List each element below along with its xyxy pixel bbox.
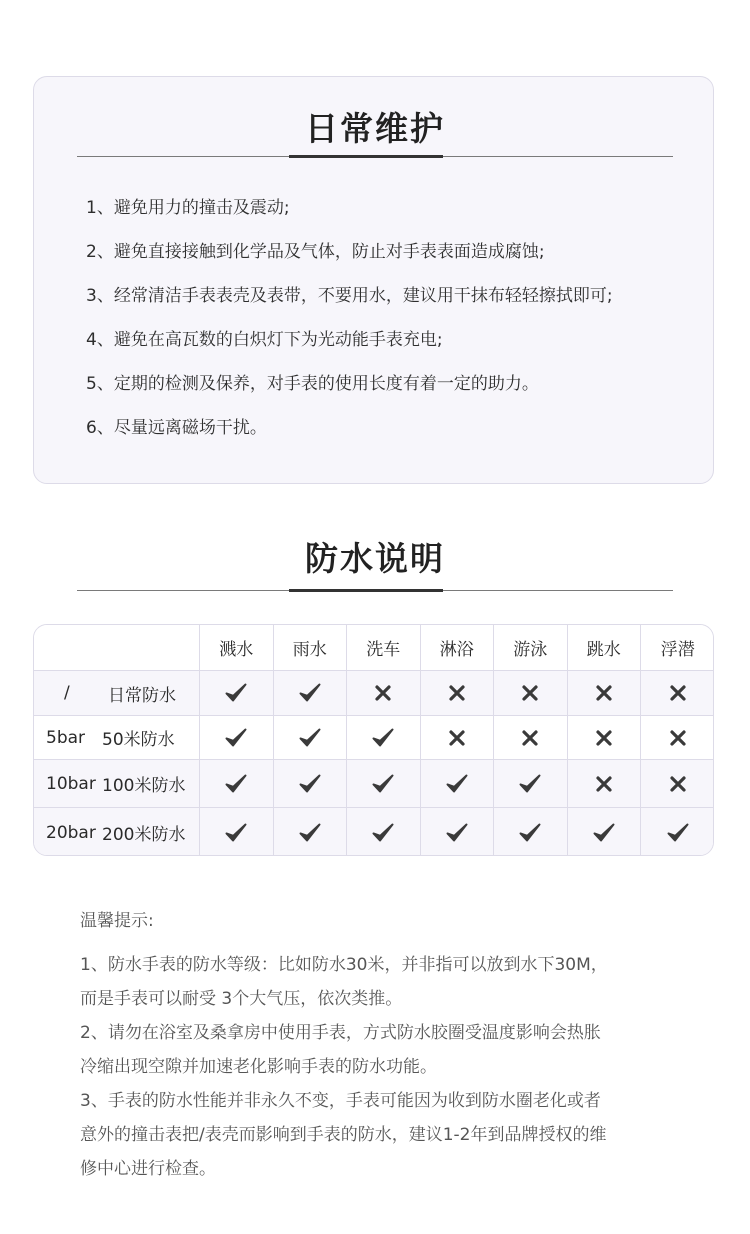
check-icon bbox=[371, 772, 395, 796]
care-item: 3、经常清洁手表表壳及表带，不要用水，建议用干抹布轻轻擦拭即可; bbox=[86, 286, 613, 306]
table-row bbox=[34, 716, 714, 760]
tips-line: 修中心进行检查。 bbox=[80, 1159, 216, 1179]
mark-cell bbox=[421, 760, 495, 807]
row-label bbox=[34, 716, 200, 759]
care-item: 5、定期的检测及保养，对手表的使用长度有着一定的助力。 bbox=[86, 374, 539, 394]
mark-cell bbox=[494, 760, 568, 807]
row-grade: 10bar bbox=[46, 773, 96, 794]
mark-cell bbox=[568, 760, 642, 807]
care-item: 2、避免直接接触到化学品及气体，防止对手表表面造成腐蚀; bbox=[86, 242, 545, 262]
mark-cell bbox=[494, 808, 568, 856]
waterproof-title: 防水说明 bbox=[305, 539, 445, 578]
table-header-row bbox=[34, 625, 714, 671]
row-depth: 200米防水 bbox=[102, 825, 186, 845]
table-row bbox=[34, 760, 714, 808]
mark-cell bbox=[421, 671, 495, 715]
cross-icon bbox=[666, 681, 690, 705]
check-icon bbox=[298, 726, 322, 750]
mark-cell bbox=[200, 671, 274, 715]
mark-cell bbox=[347, 808, 421, 856]
row-depth: 50米防水 bbox=[102, 730, 175, 750]
mark-cell bbox=[274, 808, 348, 856]
mark-cell bbox=[200, 808, 274, 856]
table-row bbox=[34, 671, 714, 716]
cross-icon bbox=[518, 726, 542, 750]
care-item: 4、避免在高瓦数的白炽灯下为光动能手表充电; bbox=[86, 330, 443, 350]
row-depth: 100米防水 bbox=[102, 776, 186, 796]
tips-section bbox=[80, 906, 690, 1186]
row-label bbox=[34, 808, 200, 856]
cross-icon bbox=[666, 772, 690, 796]
check-icon bbox=[224, 821, 248, 845]
tips-line: 而是手表可以耐受 3个大气压，依次类推。 bbox=[80, 989, 403, 1009]
cross-icon bbox=[371, 681, 395, 705]
mark-cell bbox=[568, 671, 642, 715]
tips-line: 意外的撞击表把/表壳而影响到手表的防水，建议1-2年到品牌授权的维 bbox=[80, 1125, 607, 1145]
table-row bbox=[34, 808, 714, 856]
cross-icon bbox=[666, 726, 690, 750]
check-icon bbox=[298, 772, 322, 796]
mark-cell bbox=[347, 671, 421, 715]
cross-icon bbox=[592, 726, 616, 750]
waterproof-table bbox=[33, 624, 714, 856]
row-depth: 日常防水 bbox=[108, 685, 176, 706]
check-icon bbox=[518, 772, 542, 796]
daily-care-title-accent bbox=[289, 155, 443, 158]
check-icon bbox=[371, 726, 395, 750]
tips-line: 冷缩出现空隙并加速老化影响手表的防水功能。 bbox=[80, 1057, 437, 1077]
row-grade: 20bar bbox=[46, 822, 96, 843]
mark-cell bbox=[568, 808, 642, 856]
table-corner-cell bbox=[34, 625, 200, 670]
mark-cell bbox=[568, 716, 642, 759]
row-label bbox=[34, 760, 200, 807]
row-label bbox=[34, 671, 200, 715]
check-icon bbox=[445, 821, 469, 845]
column-header: 淋浴 bbox=[421, 625, 495, 670]
tips-heading: 温馨提示: bbox=[80, 911, 154, 931]
care-item: 1、避免用力的撞击及震动; bbox=[86, 198, 290, 218]
mark-cell bbox=[641, 671, 714, 715]
mark-cell bbox=[641, 716, 714, 759]
mark-cell bbox=[421, 808, 495, 856]
row-grade: / bbox=[64, 683, 70, 703]
column-header: 跳水 bbox=[568, 625, 642, 670]
mark-cell bbox=[274, 760, 348, 807]
care-item: 6、尽量远离磁场干扰。 bbox=[86, 418, 267, 438]
check-icon bbox=[445, 772, 469, 796]
column-header: 溅水 bbox=[200, 625, 274, 670]
column-header: 雨水 bbox=[274, 625, 348, 670]
mark-cell bbox=[200, 760, 274, 807]
check-icon bbox=[371, 821, 395, 845]
check-icon bbox=[298, 681, 322, 705]
check-icon bbox=[298, 821, 322, 845]
check-icon bbox=[224, 681, 248, 705]
mark-cell bbox=[347, 716, 421, 759]
cross-icon bbox=[445, 726, 469, 750]
waterproof-title-accent bbox=[289, 589, 443, 592]
mark-cell bbox=[494, 716, 568, 759]
mark-cell bbox=[200, 716, 274, 759]
column-header: 浮潜 bbox=[660, 640, 695, 660]
column-header: 洗车 bbox=[347, 625, 421, 670]
tips-line: 1、防水手表的防水等级：比如防水30米，并非指可以放到水下30M， bbox=[80, 955, 608, 975]
mark-cell bbox=[641, 760, 714, 807]
cross-icon bbox=[518, 681, 542, 705]
check-icon bbox=[224, 726, 248, 750]
column-header: 游泳 bbox=[494, 625, 568, 670]
mark-cell bbox=[494, 671, 568, 715]
mark-cell bbox=[421, 716, 495, 759]
tips-line: 3、手表的防水性能并非永久不变，手表可能因为收到防水圈老化或者 bbox=[80, 1091, 601, 1111]
row-grade: 5bar bbox=[46, 727, 86, 748]
daily-care-list bbox=[86, 194, 706, 458]
check-icon bbox=[666, 821, 690, 845]
mark-cell bbox=[274, 671, 348, 715]
cross-icon bbox=[445, 681, 469, 705]
cross-icon bbox=[592, 772, 616, 796]
mark-cell bbox=[641, 808, 714, 856]
mark-cell bbox=[274, 716, 348, 759]
tips-line: 2、请勿在浴室及桑拿房中使用手表，方式防水胶圈受温度影响会热胀 bbox=[80, 1023, 601, 1043]
daily-care-title: 日常维护 bbox=[305, 109, 445, 148]
check-icon bbox=[224, 772, 248, 796]
check-icon bbox=[518, 821, 542, 845]
cross-icon bbox=[592, 681, 616, 705]
check-icon bbox=[592, 821, 616, 845]
mark-cell bbox=[347, 760, 421, 807]
